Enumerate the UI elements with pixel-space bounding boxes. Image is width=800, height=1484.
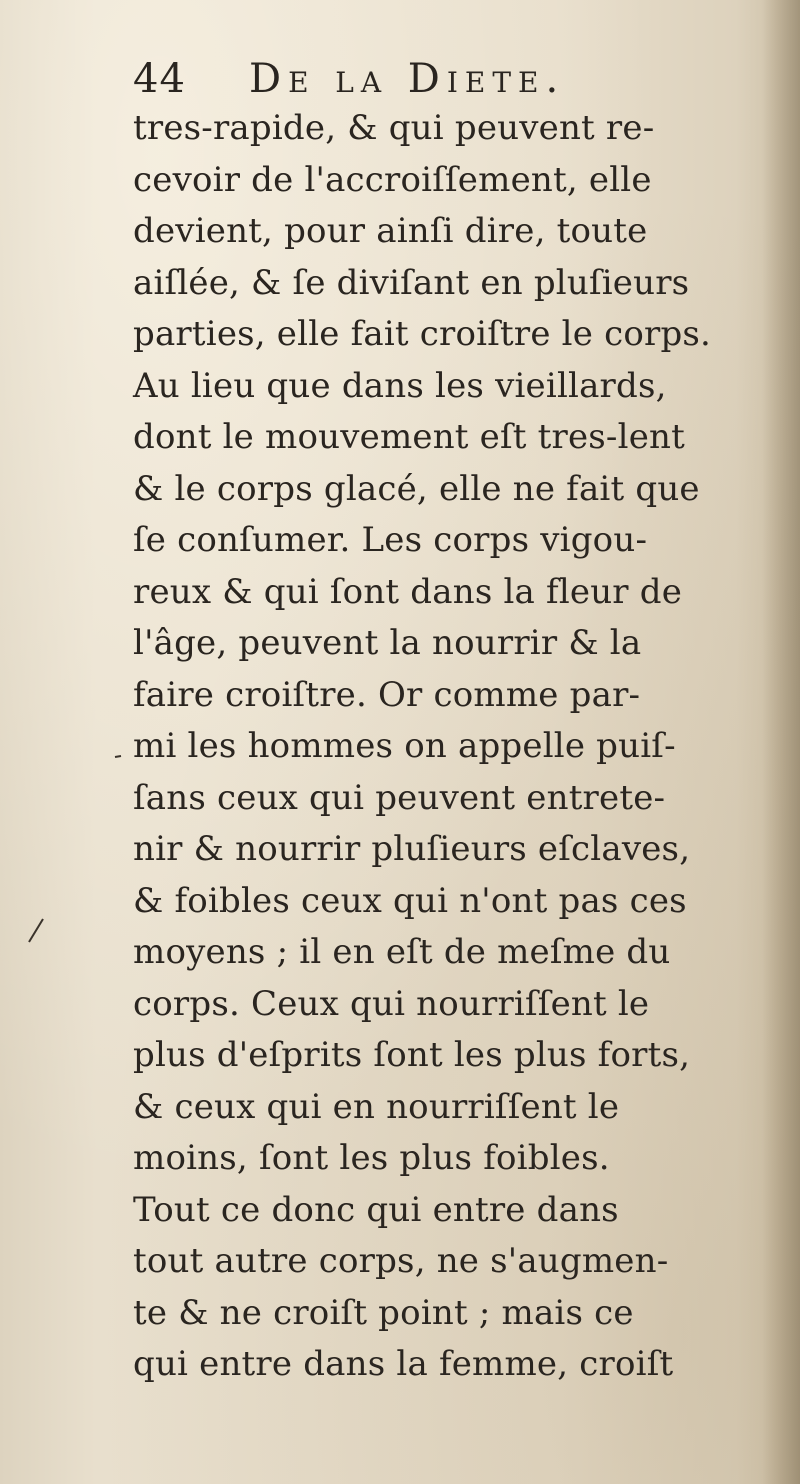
text-line: & le corps glacé, elle ne fait que — [133, 468, 700, 509]
body-text — [133, 103, 733, 1391]
text-line: ſans ceux qui peuvent entrete- — [133, 777, 666, 818]
margin-stroke-mark — [26, 915, 46, 945]
text-line: moyens ; il en eſt de meſme du — [133, 932, 671, 972]
text-line: corps. Ceux qui nourriſſent le — [133, 983, 650, 1024]
text-line: plus d'eſprits ſont les plus forts, — [133, 1035, 691, 1075]
text-line: reux & qui ſont dans la fleur de — [133, 571, 683, 612]
text-line: mi les hommes on appelle puiſ- — [133, 726, 676, 766]
text-line: tout autre corps, ne s'augmen- — [133, 1241, 669, 1281]
text-line: moins, ſont les plus foibles. — [133, 1138, 610, 1178]
page-gutter-shadow — [762, 0, 800, 1484]
margin-dash-mark — [113, 752, 123, 762]
text-line: faire croiſtre. Or comme par- — [133, 674, 641, 715]
text-line: parties, elle fait croiſtre le corps. — [133, 314, 712, 354]
text-line: Au lieu que dans les vieillards, — [133, 365, 667, 406]
text-line: dont le mouvement eſt tres-lent — [133, 417, 685, 457]
text-line: cevoir de l'accroiſſement, elle — [133, 159, 652, 200]
running-title: De la Diete. — [249, 56, 566, 102]
text-line: devient, pour ainſi dire, toute — [133, 211, 648, 251]
page-text-block — [133, 55, 733, 1391]
text-line: qui entre dans la femme, croiſt — [133, 1344, 674, 1384]
text-line: nir & nourrir pluſieurs eſclaves, — [133, 829, 691, 869]
text-line: & ceux qui en nourriſſent le — [133, 1086, 620, 1127]
text-line: & foibles ceux qui n'ont pas ces — [133, 880, 687, 921]
text-line: ſe conſumer. Les corps vigou- — [133, 520, 648, 560]
text-line: tres-rapide, & qui peuvent re- — [133, 108, 655, 148]
text-line: Tout ce donc qui entre dans — [133, 1189, 619, 1230]
text-line: te & ne croiſt point ; mais ce — [133, 1292, 634, 1333]
page-header — [133, 55, 733, 103]
text-line: aiſlée, & ſe diviſant en pluſieurs — [133, 262, 690, 303]
text-line: l'âge, peuvent la nourrir & la — [133, 623, 642, 663]
page-number: 44 — [133, 56, 186, 102]
